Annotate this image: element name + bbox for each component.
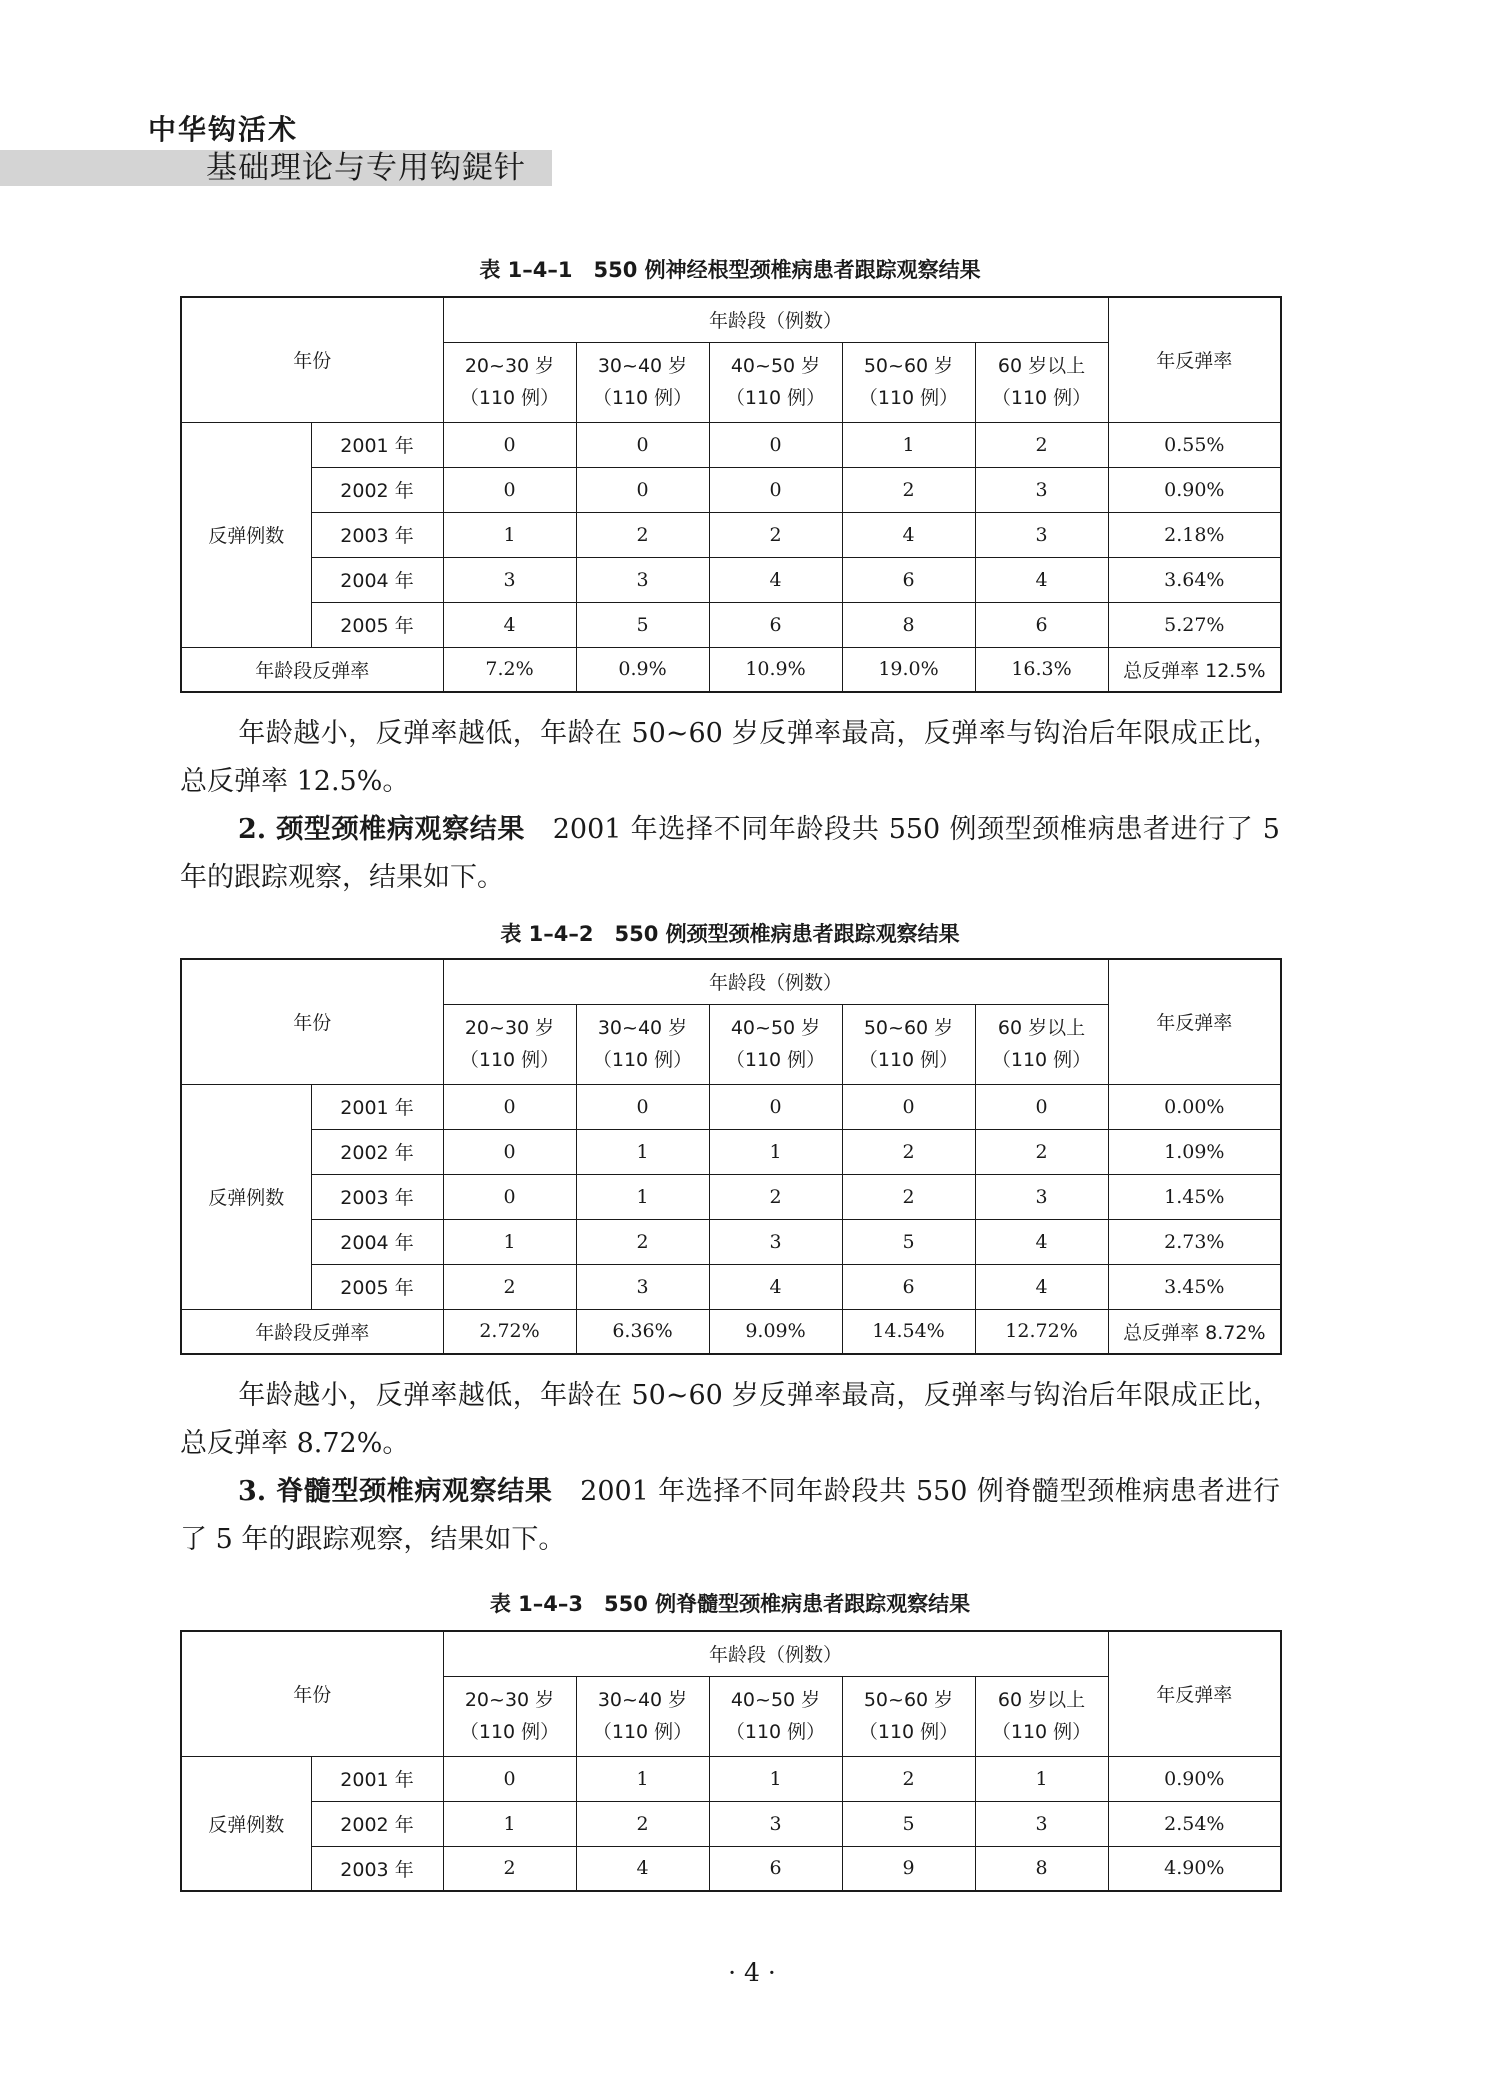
value-cell: 6 (975, 602, 1108, 647)
rate-cell: 4.90% (1108, 1846, 1281, 1891)
age-range: 20~30 岁 (464, 355, 555, 377)
table-row (181, 1129, 1281, 1174)
value-cell: 6 (709, 1846, 842, 1891)
header-row (181, 959, 1281, 1004)
age-count: （110 例） (725, 1049, 826, 1071)
table-row (181, 1846, 1281, 1891)
age-group-cell (576, 1004, 709, 1084)
age-count: （110 例） (991, 387, 1092, 409)
age-range: 60 岁以上 (997, 355, 1086, 377)
value-cell: 1 (842, 422, 975, 467)
age-group-cell (709, 1004, 842, 1084)
footer-value-cell: 2.72% (443, 1309, 576, 1354)
rate-header: 年反弹率 (1108, 959, 1281, 1084)
rate-cell: 2.73% (1108, 1219, 1281, 1264)
value-cell: 0 (443, 467, 576, 512)
rate-cell: 0.00% (1108, 1084, 1281, 1129)
footer-value-cell: 9.09% (709, 1309, 842, 1354)
age-count: （110 例） (725, 1721, 826, 1743)
value-cell: 1 (576, 1129, 709, 1174)
rate-header: 年反弹率 (1108, 297, 1281, 422)
age-group-header: 年龄段（例数） (443, 959, 1108, 1004)
value-cell: 2 (576, 1219, 709, 1264)
age-count: （110 例） (991, 1721, 1092, 1743)
table-row (181, 1084, 1281, 1129)
table-row (181, 1264, 1281, 1309)
value-cell: 1 (443, 1219, 576, 1264)
table-row (181, 512, 1281, 557)
table-row (181, 422, 1281, 467)
year-cell: 2002 年 (311, 1129, 443, 1174)
age-group-cell (576, 342, 709, 422)
table-3 (180, 1630, 1282, 1892)
value-cell: 2 (576, 1801, 709, 1846)
footer-value-cell: 16.3% (975, 647, 1108, 692)
footer-row (181, 1309, 1281, 1354)
footer-total: 总反弹率 8.72% (1108, 1309, 1281, 1354)
age-range: 30~40 岁 (597, 1017, 688, 1039)
value-cell: 9 (842, 1846, 975, 1891)
value-cell: 0 (443, 1756, 576, 1801)
value-cell: 4 (443, 602, 576, 647)
table-row (181, 602, 1281, 647)
value-cell: 3 (709, 1219, 842, 1264)
year-cell: 2005 年 (311, 1264, 443, 1309)
rate-cell: 2.18% (1108, 512, 1281, 557)
rate-cell: 5.27% (1108, 602, 1281, 647)
value-cell: 3 (576, 1264, 709, 1309)
table-row (181, 1219, 1281, 1264)
year-cell: 2003 年 (311, 1846, 443, 1891)
value-cell: 1 (443, 512, 576, 557)
age-range: 40~50 岁 (730, 1689, 821, 1711)
table-row (181, 1801, 1281, 1846)
group-label: 反弹例数 (181, 422, 311, 647)
age-range: 30~40 岁 (597, 1689, 688, 1711)
footer-value-cell: 7.2% (443, 647, 576, 692)
year-cell: 2001 年 (311, 1084, 443, 1129)
age-group-header: 年龄段（例数） (443, 297, 1108, 342)
value-cell: 3 (975, 1174, 1108, 1219)
age-range: 60 岁以上 (997, 1017, 1086, 1039)
age-range: 20~30 岁 (464, 1689, 555, 1711)
age-group-cell (443, 1676, 576, 1756)
group-label: 反弹例数 (181, 1084, 311, 1309)
header-row (181, 1631, 1281, 1676)
value-cell: 0 (842, 1084, 975, 1129)
paragraph-1-text: 年龄越小，反弹率越低，年龄在 50~60 岁反弹率最高，反弹率与钩治后年限成正比，总反弹率 12.5%。 (180, 718, 1280, 797)
footer-value-cell: 0.9% (576, 647, 709, 692)
rate-cell: 1.09% (1108, 1129, 1281, 1174)
table-row (181, 557, 1281, 602)
age-group-cell (443, 1004, 576, 1084)
value-cell: 1 (443, 1801, 576, 1846)
year-cell: 2003 年 (311, 1174, 443, 1219)
value-cell: 4 (975, 1264, 1108, 1309)
value-cell: 4 (709, 1264, 842, 1309)
year-cell: 2001 年 (311, 1756, 443, 1801)
table-row (181, 1174, 1281, 1219)
rate-header: 年反弹率 (1108, 1631, 1281, 1756)
value-cell: 2 (975, 1129, 1108, 1174)
paragraph-2 (180, 806, 1280, 902)
year-cell: 2004 年 (311, 557, 443, 602)
value-cell: 8 (975, 1846, 1108, 1891)
rate-cell: 2.54% (1108, 1801, 1281, 1846)
age-range: 40~50 岁 (730, 355, 821, 377)
rate-cell: 1.45% (1108, 1174, 1281, 1219)
age-range: 40~50 岁 (730, 1017, 821, 1039)
value-cell: 0 (443, 1084, 576, 1129)
value-cell: 2 (443, 1846, 576, 1891)
year-cell: 2001 年 (311, 422, 443, 467)
footer-label: 年龄段反弹率 (181, 1309, 443, 1354)
age-count: （110 例） (725, 387, 826, 409)
age-count: （110 例） (592, 1049, 693, 1071)
value-cell: 4 (975, 557, 1108, 602)
value-cell: 0 (443, 1129, 576, 1174)
rate-cell: 0.90% (1108, 467, 1281, 512)
footer-label: 年龄段反弹率 (181, 647, 443, 692)
value-cell: 2 (842, 1129, 975, 1174)
value-cell: 5 (842, 1219, 975, 1264)
footer-value-cell: 12.72% (975, 1309, 1108, 1354)
value-cell: 5 (842, 1801, 975, 1846)
age-range: 30~40 岁 (597, 355, 688, 377)
footer-row (181, 647, 1281, 692)
footer-value-cell: 10.9% (709, 647, 842, 692)
paragraph-3 (180, 1372, 1280, 1468)
age-count: （110 例） (858, 387, 959, 409)
value-cell: 0 (443, 1174, 576, 1219)
year-header: 年份 (181, 297, 443, 422)
value-cell: 0 (443, 422, 576, 467)
value-cell: 1 (709, 1129, 842, 1174)
paragraph-4-text: 2001 年选择不同年龄段共 550 例脊髓型颈椎病患者进行了 5 年的跟踪观察，结果如下。 (180, 1476, 1280, 1555)
year-cell: 2003 年 (311, 512, 443, 557)
year-cell: 2005 年 (311, 602, 443, 647)
age-count: （110 例） (592, 387, 693, 409)
age-count: （110 例） (592, 1721, 693, 1743)
age-count: （110 例） (459, 1049, 560, 1071)
header-row (181, 297, 1281, 342)
value-cell: 0 (709, 422, 842, 467)
value-cell: 6 (709, 602, 842, 647)
value-cell: 2 (576, 512, 709, 557)
footer-total: 总反弹率 12.5% (1108, 647, 1281, 692)
value-cell: 2 (709, 512, 842, 557)
value-cell: 0 (576, 422, 709, 467)
footer-value-cell: 19.0% (842, 647, 975, 692)
table-2-caption: 表 1–4–2 550 例颈型颈椎病患者跟踪观察结果 (500, 922, 960, 946)
value-cell: 2 (975, 422, 1108, 467)
age-count: （110 例） (858, 1049, 959, 1071)
page-number: · 4 · (728, 1958, 776, 1987)
paragraph-2-text: 2001 年选择不同年龄段共 550 例颈型颈椎病患者进行了 5 年的跟踪观察，结果如下。 (180, 814, 1280, 893)
value-cell: 3 (975, 1801, 1108, 1846)
paragraph-4-heading: 3. 脊髓型颈椎病观察结果 (238, 1476, 553, 1507)
age-range: 20~30 岁 (464, 1017, 555, 1039)
age-group-cell (443, 342, 576, 422)
value-cell: 0 (709, 1084, 842, 1129)
value-cell: 0 (975, 1084, 1108, 1129)
value-cell: 1 (975, 1756, 1108, 1801)
value-cell: 6 (842, 557, 975, 602)
table-1-caption: 表 1–4–1 550 例神经根型颈椎病患者跟踪观察结果 (479, 258, 981, 282)
group-label: 反弹例数 (181, 1756, 311, 1891)
age-count: （110 例） (459, 387, 560, 409)
table-2 (180, 958, 1282, 1355)
age-range: 50~60 岁 (863, 1689, 954, 1711)
value-cell: 3 (975, 512, 1108, 557)
value-cell: 3 (443, 557, 576, 602)
rate-cell: 0.55% (1108, 422, 1281, 467)
value-cell: 2 (842, 1756, 975, 1801)
value-cell: 2 (443, 1264, 576, 1309)
age-range: 60 岁以上 (997, 1689, 1086, 1711)
rate-cell: 0.90% (1108, 1756, 1281, 1801)
paragraph-1 (180, 710, 1280, 806)
year-cell: 2002 年 (311, 467, 443, 512)
value-cell: 5 (576, 602, 709, 647)
paragraph-2-heading: 2. 颈型颈椎病观察结果 (238, 814, 526, 845)
paragraph-3-text: 年龄越小，反弹率越低，年龄在 50~60 岁反弹率最高，反弹率与钩治后年限成正比，总反弹率 8.72%。 (180, 1380, 1280, 1459)
value-cell: 2 (842, 467, 975, 512)
value-cell: 3 (975, 467, 1108, 512)
age-count: （110 例） (991, 1049, 1092, 1071)
table-3-caption: 表 1–4–3 550 例脊髓型颈椎病患者跟踪观察结果 (489, 1592, 971, 1616)
age-group-cell (709, 342, 842, 422)
table-row (181, 1756, 1281, 1801)
year-cell: 2002 年 (311, 1801, 443, 1846)
age-range: 50~60 岁 (863, 355, 954, 377)
age-group-cell (842, 342, 975, 422)
age-group-header: 年龄段（例数） (443, 1631, 1108, 1676)
value-cell: 6 (842, 1264, 975, 1309)
rate-cell: 3.64% (1108, 557, 1281, 602)
value-cell: 4 (709, 557, 842, 602)
value-cell: 1 (576, 1756, 709, 1801)
age-count: （110 例） (459, 1721, 560, 1743)
year-header: 年份 (181, 1631, 443, 1756)
value-cell: 2 (842, 1174, 975, 1219)
year-cell: 2004 年 (311, 1219, 443, 1264)
value-cell: 8 (842, 602, 975, 647)
paragraph-4 (180, 1468, 1280, 1564)
age-group-cell (842, 1676, 975, 1756)
value-cell: 1 (709, 1756, 842, 1801)
value-cell: 3 (576, 557, 709, 602)
age-range: 50~60 岁 (863, 1017, 954, 1039)
rate-cell: 3.45% (1108, 1264, 1281, 1309)
value-cell: 4 (842, 512, 975, 557)
value-cell: 4 (576, 1846, 709, 1891)
value-cell: 2 (709, 1174, 842, 1219)
age-count: （110 例） (858, 1721, 959, 1743)
value-cell: 1 (576, 1174, 709, 1219)
age-group-cell (975, 1004, 1108, 1084)
age-group-cell (576, 1676, 709, 1756)
book-title: 中华钩活术 (148, 113, 299, 146)
value-cell: 3 (709, 1801, 842, 1846)
value-cell: 4 (975, 1219, 1108, 1264)
value-cell: 0 (576, 1084, 709, 1129)
chapter-title: 基础理论与专用钩鍉针 (206, 150, 526, 186)
table-row (181, 467, 1281, 512)
age-group-cell (975, 342, 1108, 422)
age-group-cell (842, 1004, 975, 1084)
value-cell: 0 (576, 467, 709, 512)
value-cell: 0 (709, 467, 842, 512)
footer-value-cell: 14.54% (842, 1309, 975, 1354)
age-group-cell (975, 1676, 1108, 1756)
age-group-cell (709, 1676, 842, 1756)
year-header: 年份 (181, 959, 443, 1084)
table-1 (180, 296, 1282, 693)
footer-value-cell: 6.36% (576, 1309, 709, 1354)
